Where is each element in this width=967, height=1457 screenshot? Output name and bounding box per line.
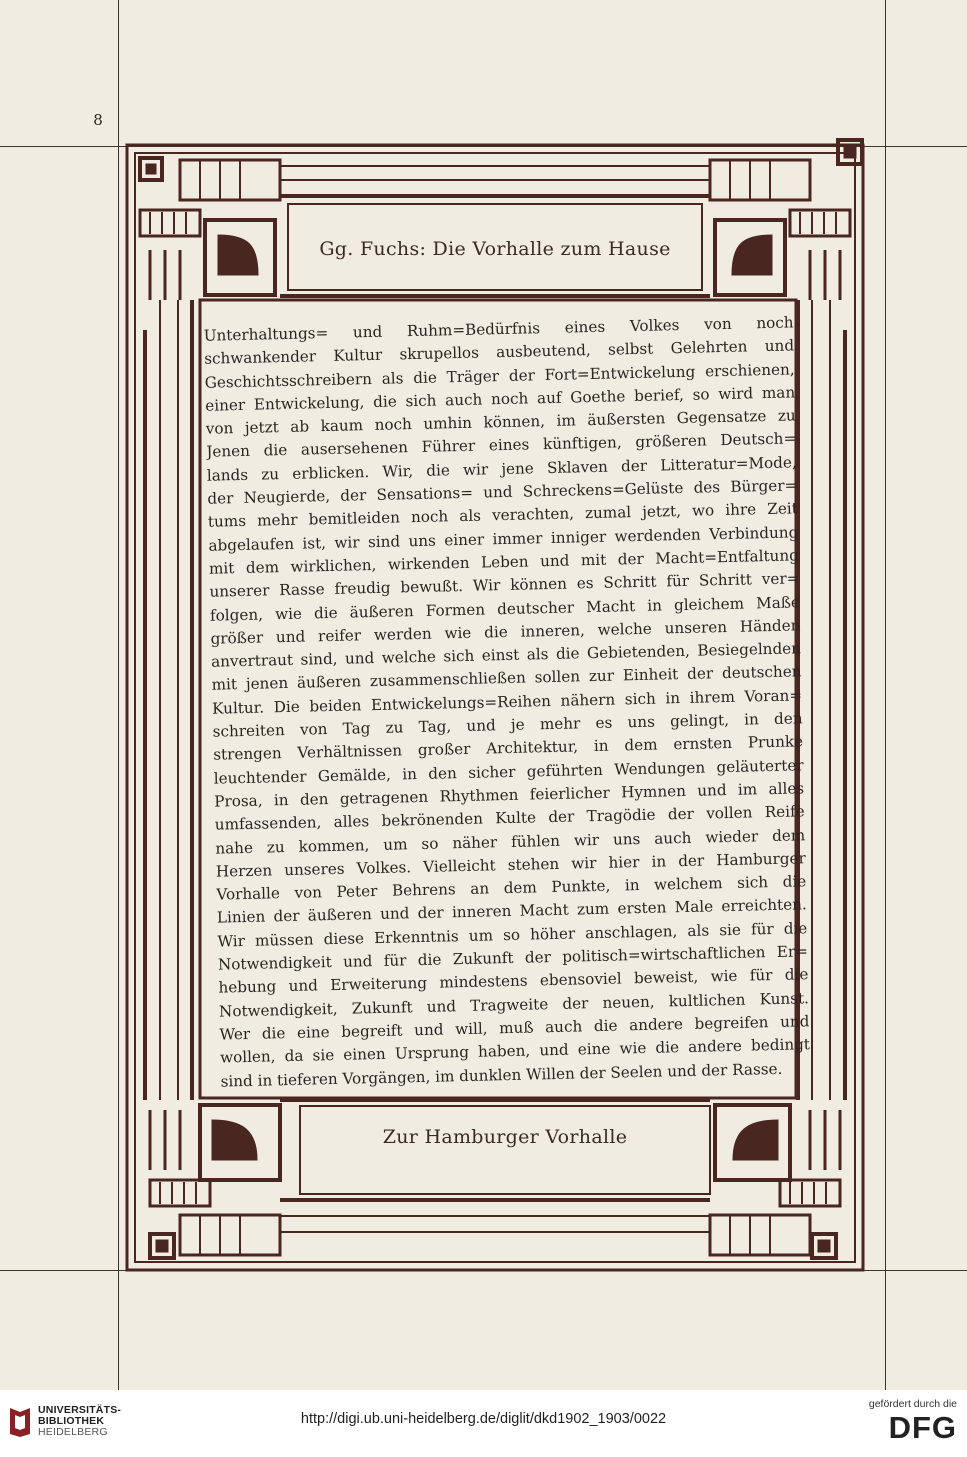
funding-note: gefördert durch die (868, 1398, 957, 1410)
body-line: sind in tieferen Vorgängen, im dunklen Willen der Seelen und der Rasse. (220, 1059, 783, 1091)
article-header: Gg. Fuchs: Die Vorhalle zum Hause (319, 238, 671, 260)
section-caption: Zur Hamburger Vorhalle (382, 1126, 628, 1148)
body-line: mit jenen äußeren zusammenschließen sollen zur Einheit der deutschen (211, 662, 802, 695)
source-url-link[interactable]: http://digi.ub.uni-heidelberg.de/diglit/dkd1902_1903/0022 (300, 1411, 667, 1427)
body-line: Wer die eine begreift und will, muß auch die andere begreifen und (219, 1012, 810, 1044)
body-line: schreiten von Tag zu Tag, und je mehr es uns gelingt, in den (212, 709, 803, 741)
body-line: leuchtender Gemälde, in den sicher geführten Wendungen geläuterter (213, 755, 804, 788)
body-line: Herzen unseres Volkes. Vielleicht stehen wir hier in der Hamburger (215, 849, 806, 881)
body-line: Wir müssen diese Erkenntnis um so höher anschlagen, als sie für die (217, 918, 808, 951)
library-name-line-1: UNIVERSITÄTS- (38, 1404, 122, 1416)
body-line: Jenen die ausersehenen Führer eines künftigen, größeren Deutsch= (206, 429, 797, 462)
body-line: Geschichtsschreibern als die Träger der Fort=Entwickelung erschienen, (204, 359, 795, 392)
body-line: tums mehr bemitleiden noch als verachten, zumal jetzt, wo ihre Zeit (207, 499, 798, 532)
body-line: von jetzt ab kaum noch umhin können, im äußersten Gegensatze zu (205, 406, 796, 438)
body-line: lands zu erblicken. Wir, die wir jene Sklaven der Litteratur=Mode, (206, 453, 797, 485)
body-line: Linien der äußeren und der inneren Macht zum ersten Male erreichten. (216, 895, 807, 928)
body-line: anvertraut sind, und welche sich einst als die Gebietenden, Besiegelnden (210, 639, 802, 671)
body-line: Notwendigkeit, Zukunft und Tragweite der neuen, kultlichen Kunst. (218, 988, 810, 1021)
body-line: abgelaufen ist, wir sind uns einer immer inniger werdenden Verbindung (208, 523, 799, 555)
body-line: strengen Verhältnissen großer Architektur, in dem ernsten Prunke (213, 732, 804, 765)
body-line: nahe zu kommen, um so näher fühlen wir uns auch wieder dem (215, 825, 806, 858)
body-line: hebung und Erweiterung mindestens ebensoviel beweist, wie für die (218, 965, 809, 997)
body-line: der Neugierde, der Sensations= und Schreckens=Gelüste des Bürger= (207, 476, 798, 508)
body-line: schwankender Kultur skrupellos ausbeutend, selbst Gelehrten und (204, 336, 795, 369)
body-line: Prosa, in den getragenen Rhythmen feierlicher Hymnen und im alles (214, 779, 805, 811)
viewer-footer (0, 1390, 967, 1457)
body-line: umfassenden, alles bekrönenden Kulte der Tragödie der vollen Reife (214, 802, 805, 834)
body-line: Kultur. Die beiden Entwickelungs=Reihen nähern sich in ihrem Voran= (211, 686, 803, 718)
body-line: unserer Rasse freudig bewußt. Wir können es Schritt für Schritt ver= (209, 569, 800, 601)
dfg-logo[interactable]: DFG (888, 1410, 957, 1445)
article-body (203, 311, 811, 1091)
body-line: folgen, wie die äußeren Formen deutscher Macht in gleichem Maße (209, 592, 801, 625)
funding-credit (847, 1398, 957, 1448)
body-line: mit dem wirklichen, wirkenden Leben und mit der Macht=Entfaltung (208, 546, 800, 578)
library-name-line-3: HEIDELBERG (38, 1426, 108, 1438)
body-line: größer und reifer werden wie die inneren, welche unseren Händen (210, 616, 801, 648)
page-number: 8 (93, 111, 103, 129)
body-line: einer Entwickelung, die sich auch noch auf Goethe berief, so wird man (205, 383, 796, 415)
body-line: Notwendigkeit und für die Zukunft der politisch=wirtschaftlichen Er= (217, 942, 809, 974)
library-name-line-2: BIBLIOTHEK (38, 1415, 105, 1427)
body-line: wollen, da sie einen Ursprung haben, und eine wie die andere bedingt (219, 1035, 811, 1067)
body-line: Vorhalle von Peter Behrens an dem Punkte, in welchem sich die (216, 872, 807, 904)
body-line: Unterhaltungs= und Ruhm=Bedürfnis eines Volkes von noch (203, 313, 794, 345)
